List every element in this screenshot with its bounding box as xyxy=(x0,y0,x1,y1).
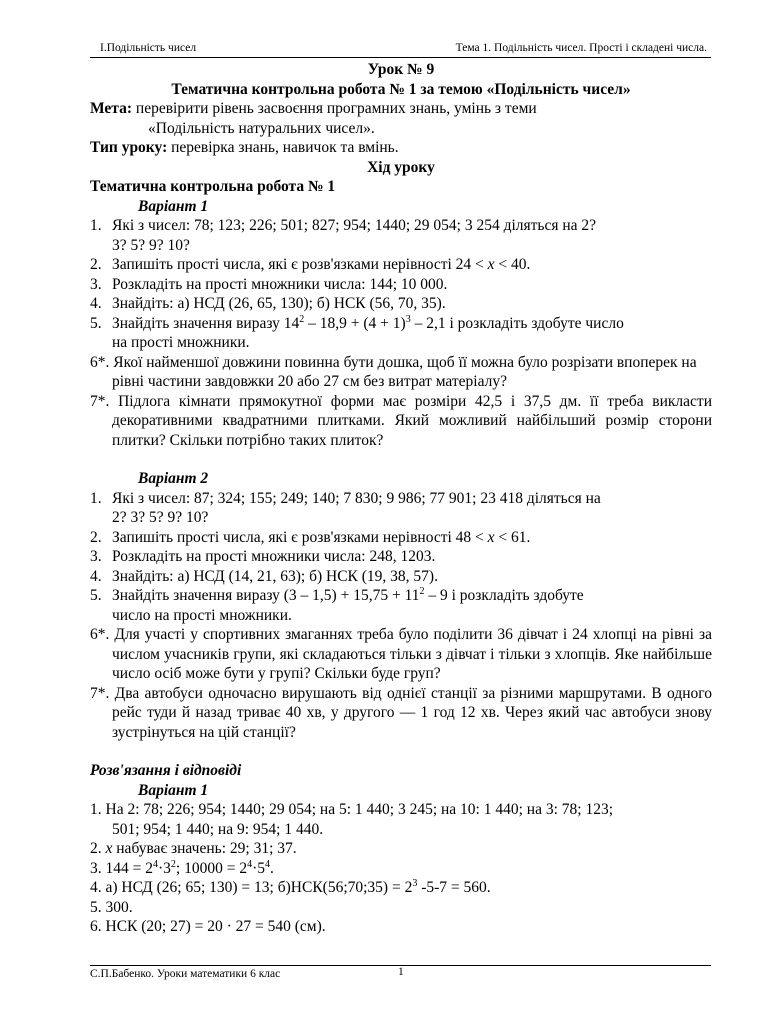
goal-text: перевірити рівень засвоєння програмних знань, умінь з теми xyxy=(132,100,537,117)
v1-question-2 xyxy=(90,255,712,275)
type-label: Тип уроку: xyxy=(90,139,168,156)
v2-question-7: 7*. Два автобуси одночасно вирушають від однієї станції за різними маршрутами. В одного рейс туди й назад триває 40 хв, у другого — 1 год 12 хв. Через який час автобуси знову зустрінуться на цій станції? xyxy=(90,684,712,741)
answer-2: 2. x набуває значень: 29; 31; 37. xyxy=(90,840,297,857)
question-text-cont: 2? 3? 5? 9? 10? xyxy=(112,509,209,526)
v2-question-3 xyxy=(90,547,712,567)
lesson-title: Урок № 9 xyxy=(367,61,435,78)
question-text: Знайдіть значення виразу 14 xyxy=(112,314,300,332)
answers-title: Розв'язання і відповіді xyxy=(90,762,242,779)
goal-label: Мета: xyxy=(90,100,133,117)
exponent: 3 xyxy=(405,313,411,325)
question-text: Запишіть прості числа, які є розв'язками нерівності 48 < xyxy=(112,528,488,546)
question-number: 3. xyxy=(90,275,102,293)
question-text: Розкладіть на прості множники числа: 248, 1203. xyxy=(112,548,436,565)
answer-4: 4. а) НСД (26; 65; 130) = 13; б)НСК(56;70;35) = $2^3$ -5-7 = 560. xyxy=(90,877,491,896)
variable-x: x xyxy=(105,840,113,857)
v1-question-4 xyxy=(90,294,712,314)
question-text: Які з чисел: 78; 123; 226; 501; 827; 954; 1440; 29 054; 3 254 діляться на 2? xyxy=(112,217,597,234)
question-text-cont: 3? 5? 9? 10? xyxy=(112,236,190,254)
variable-x: x xyxy=(487,256,495,273)
question-text-cont: число на прості множники. xyxy=(112,606,292,624)
footer-author: С.П.Бабенко. Уроки математики 6 клас xyxy=(90,968,281,980)
question-number: 5. xyxy=(90,587,102,604)
question-text: Розкладіть на прості множники числа: 144; 10 000. xyxy=(112,275,448,293)
v1-question-5 xyxy=(90,314,712,353)
document-body xyxy=(90,60,712,937)
v2-question-4 xyxy=(90,567,712,587)
type-text: перевірка знань, навичок та вмінь. xyxy=(167,139,399,156)
answers-variant-label: Варіант 1 xyxy=(138,781,209,799)
exponent: 2 xyxy=(419,585,425,597)
v2-question-1 xyxy=(90,489,712,528)
answer-3: 3. $144 = 2^4\cdot 3^2$; $10000 = 2^4\cdot 5^4$. xyxy=(90,858,274,877)
question-text: Запишіть прості числа, які є розв'язками нерівності 24 < xyxy=(112,256,488,273)
question-number: 3. xyxy=(90,548,102,565)
question-text-cont: на прості множники. xyxy=(112,334,250,351)
answer-6: 6. НСК (20; 27) = 20 · 27 = 540 (см). xyxy=(90,918,326,935)
v2-question-2 xyxy=(90,528,712,548)
header-topic: Тема 1. Подільність чисел. Прості і складені числа. xyxy=(455,42,707,54)
answer-1-cont: 501; 954; 1 440; на 9: 954; 1 440. xyxy=(112,820,324,838)
question-text: Знайдіть значення виразу (3 – 1,5) + 15,75 + 11 xyxy=(112,587,420,604)
question-number: 5. xyxy=(90,314,102,332)
question-text: – 9 і розкладіть здобуте xyxy=(424,587,584,604)
variable-x: x xyxy=(487,528,495,546)
question-text-end: < 40. xyxy=(494,256,531,273)
lesson-goal xyxy=(90,99,712,119)
v1-question-7: 7*. Підлога кімнати прямокутної форми має розміри 42,5 і 37,5 дм. її треба викласти декоративними квадратними плитками. Який можливий найбільший розмір сторони плитки? Скільки потрібно таких плиток? xyxy=(90,392,712,449)
v2-question-5 xyxy=(90,586,712,625)
question-number: 1. xyxy=(90,489,102,507)
answer-5: 5. 300. xyxy=(90,898,133,916)
v1-question-1 xyxy=(90,216,712,255)
exponent: 2 xyxy=(299,313,305,325)
variant1-label: Варіант 1 xyxy=(138,197,209,215)
question-text: Знайдіть: а) НСД (26, 65, 130); б) НСК (56, 70, 35). xyxy=(112,295,446,312)
question-text: – 2,1 і розкладіть здобуте число xyxy=(410,314,624,332)
running-header xyxy=(90,40,711,58)
question-text: – 18,9 + (4 + 1) xyxy=(304,314,406,332)
question-text: Знайдіть: а) НСД (14, 21, 63); б) НСК (19, 38, 57). xyxy=(112,567,438,585)
v1-question-6: 6*. Якої найменшої довжини повинна бути дошка, щоб її можна було розрізати впоперек на рівні частини завдовжки 20 або 27 см без витрат матеріалу? xyxy=(90,353,697,390)
v1-question-3 xyxy=(90,275,712,295)
question-text: Які з чисел: 87; 324; 155; 249; 140; 7 830; 9 986; 77 901; 23 418 діляться на xyxy=(112,489,601,507)
question-text-end: < 61. xyxy=(494,528,531,546)
goal-text-continued: «Подільність натуральних чисел». xyxy=(148,119,375,137)
question-number: 2. xyxy=(90,256,102,273)
header-section: І.Подільність чисел xyxy=(100,42,197,54)
question-number: 4. xyxy=(90,567,102,585)
v2-question-6: 6*. Для участі у спортивних змаганнях треба було поділити 36 дівчат і 24 хлопці на рівні за числом учасників групи, які складаються тільки з дівчат і тільки з хлопців. Яке найбільше число осіб може бути у групі? Скільки буде груп? xyxy=(90,626,712,682)
progress-heading: Хід уроку xyxy=(367,158,435,176)
running-footer xyxy=(90,965,711,986)
work-title: Тематична контрольна робота № 1 xyxy=(90,178,336,195)
variant2-label: Варіант 2 xyxy=(138,470,209,487)
lesson-subtitle: Тематична контрольна робота № 1 за темою «Подільність чисел» xyxy=(171,80,631,98)
page-number: 1 xyxy=(398,966,404,978)
question-number: 4. xyxy=(90,295,102,312)
answer-1: 1. На 2: 78; 226; 954; 1440; 29 054; на 5: 1 440; 3 245; на 10: 1 440; на 3: 78; 123; xyxy=(90,801,614,818)
question-number: 1. xyxy=(90,217,102,234)
question-number: 2. xyxy=(90,528,102,546)
lesson-type xyxy=(90,138,712,158)
